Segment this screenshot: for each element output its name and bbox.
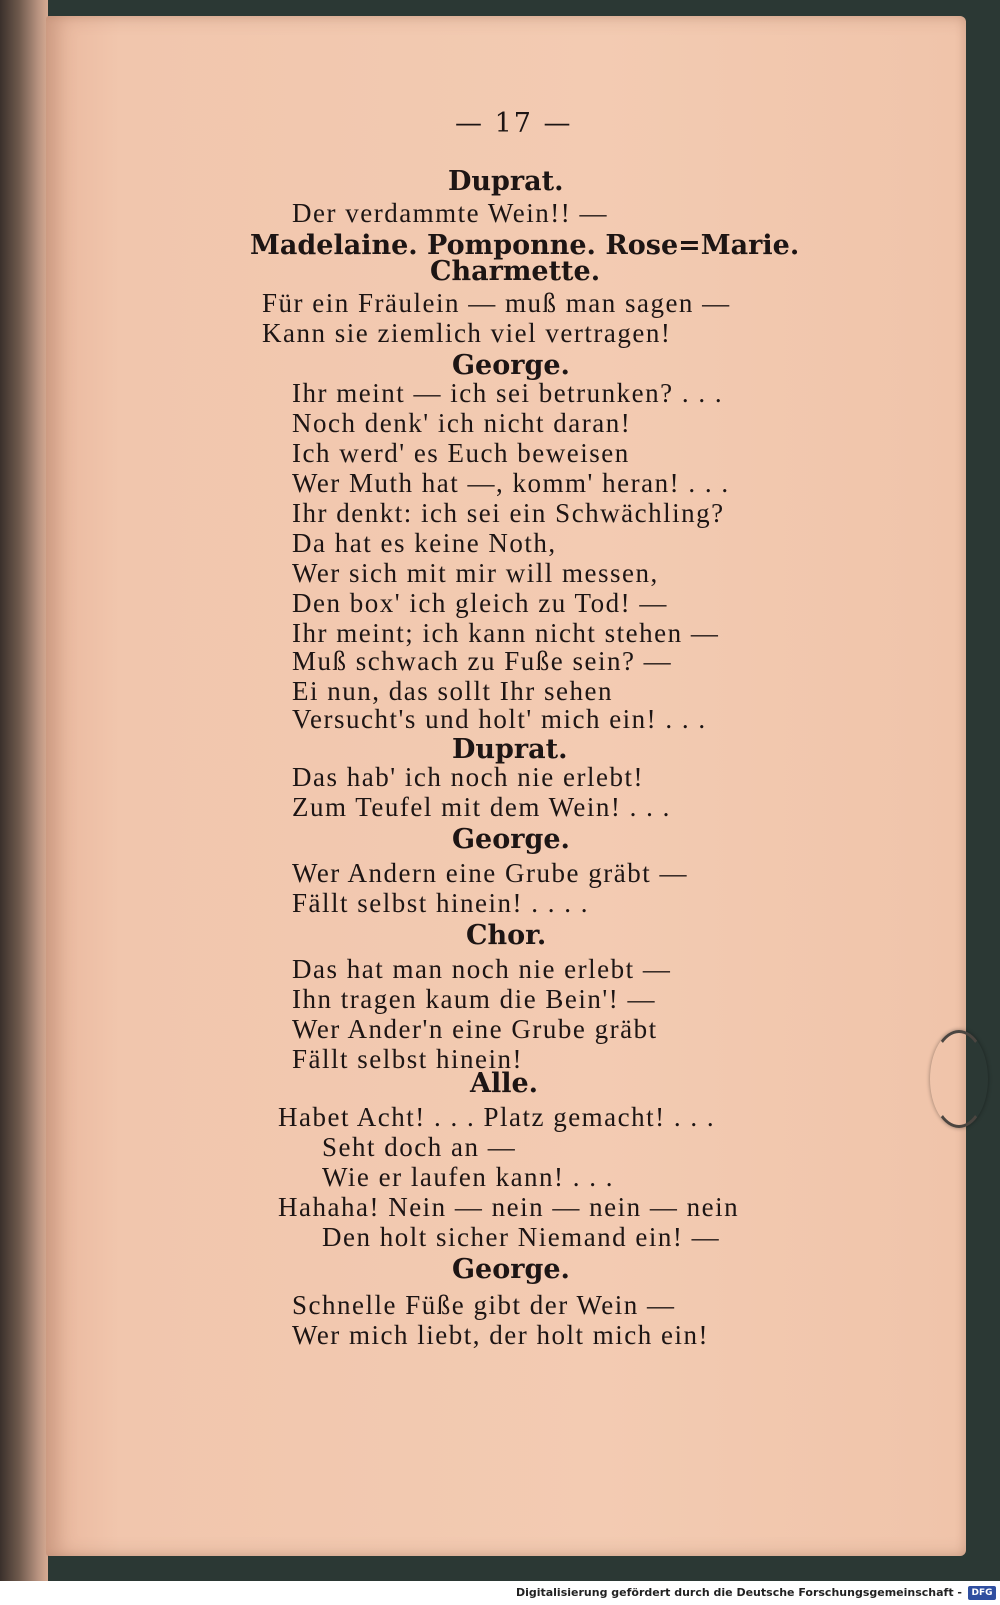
verse-line: Fällt selbst hinein! [292, 1044, 523, 1074]
speaker-name: Duprat. [452, 734, 568, 765]
verse-line: Das hat man noch nie erlebt — [292, 954, 672, 984]
verse-line: Wie er laufen kann! . . . [322, 1162, 615, 1192]
verse-line: Schnelle Füße gibt der Wein — [292, 1290, 676, 1320]
speaker-name: George. [452, 824, 570, 855]
verse-line: Wer sich mit mir will messen, [292, 558, 659, 588]
verse-line: Kann sie ziemlich viel vertragen! [262, 318, 672, 348]
speaker-name: George. [452, 350, 570, 381]
verse-line: Hahaha! Nein — nein — nein — nein [278, 1192, 740, 1222]
speaker-name: Charmette. [430, 256, 601, 287]
verse-line: Da hat es keine Noth, [292, 528, 557, 558]
speaker-name: Madelaine. Pomponne. Rose=Marie. [250, 230, 800, 261]
verse-line: Ihn tragen kaum die Bein'! — [292, 984, 657, 1014]
verse-line: Wer mich liebt, der holt mich ein! [292, 1320, 709, 1350]
verse-line: Versucht's und holt' mich ein! . . . [292, 704, 707, 734]
verse-line: Wer Andern eine Grube gräbt — [292, 858, 688, 888]
page-clip [930, 1030, 988, 1128]
verse-line: Habet Acht! . . . Platz gemacht! . . . [278, 1102, 716, 1132]
verse-line: Noch denk' ich nicht daran! [292, 408, 632, 438]
verse-line: Ihr meint; ich kann nicht stehen — [292, 618, 720, 648]
verse-line: Ich werd' es Euch beweisen [292, 438, 630, 468]
verse-line: Muß schwach zu Fuße sein? — [292, 646, 673, 676]
book-gutter [0, 0, 48, 1605]
speaker-name: George. [452, 1254, 570, 1285]
verse-line: Wer Muth hat —, komm' heran! . . . [292, 468, 730, 498]
verse-line: Das hab' ich noch nie erlebt! [292, 762, 644, 792]
verse-line: Den holt sicher Niemand ein! — [322, 1222, 721, 1252]
verse-line: Ei nun, das sollt Ihr sehen [292, 676, 613, 706]
verse-line: Fällt selbst hinein! . . . . [292, 888, 589, 918]
verse-line: Den box' ich gleich zu Tod! — [292, 588, 668, 618]
speaker-name: Alle. [470, 1068, 539, 1099]
page-number: — 17 — [455, 108, 573, 139]
verse-line: Seht doch an — [322, 1132, 517, 1162]
speaker-name: Chor. [466, 920, 547, 951]
verse-line: Der verdammte Wein!! — [292, 198, 608, 228]
verse-line: Ihr denkt: ich sei ein Schwächling? [292, 498, 725, 528]
dfg-logo: DFG [968, 1586, 996, 1600]
speaker-name: Duprat. [448, 166, 564, 197]
verse-line: Ihr meint — ich sei betrunken? . . . [292, 378, 724, 408]
verse-line: Wer Ander'n eine Grube gräbt [292, 1014, 658, 1044]
footer-credit: Digitalisierung gefördert durch die Deutsche Forschungsgemeinschaft - [0, 1581, 1000, 1605]
verse-line: Für ein Fräulein — muß man sagen — [262, 288, 731, 318]
verse-line: Zum Teufel mit dem Wein! . . . [292, 792, 671, 822]
